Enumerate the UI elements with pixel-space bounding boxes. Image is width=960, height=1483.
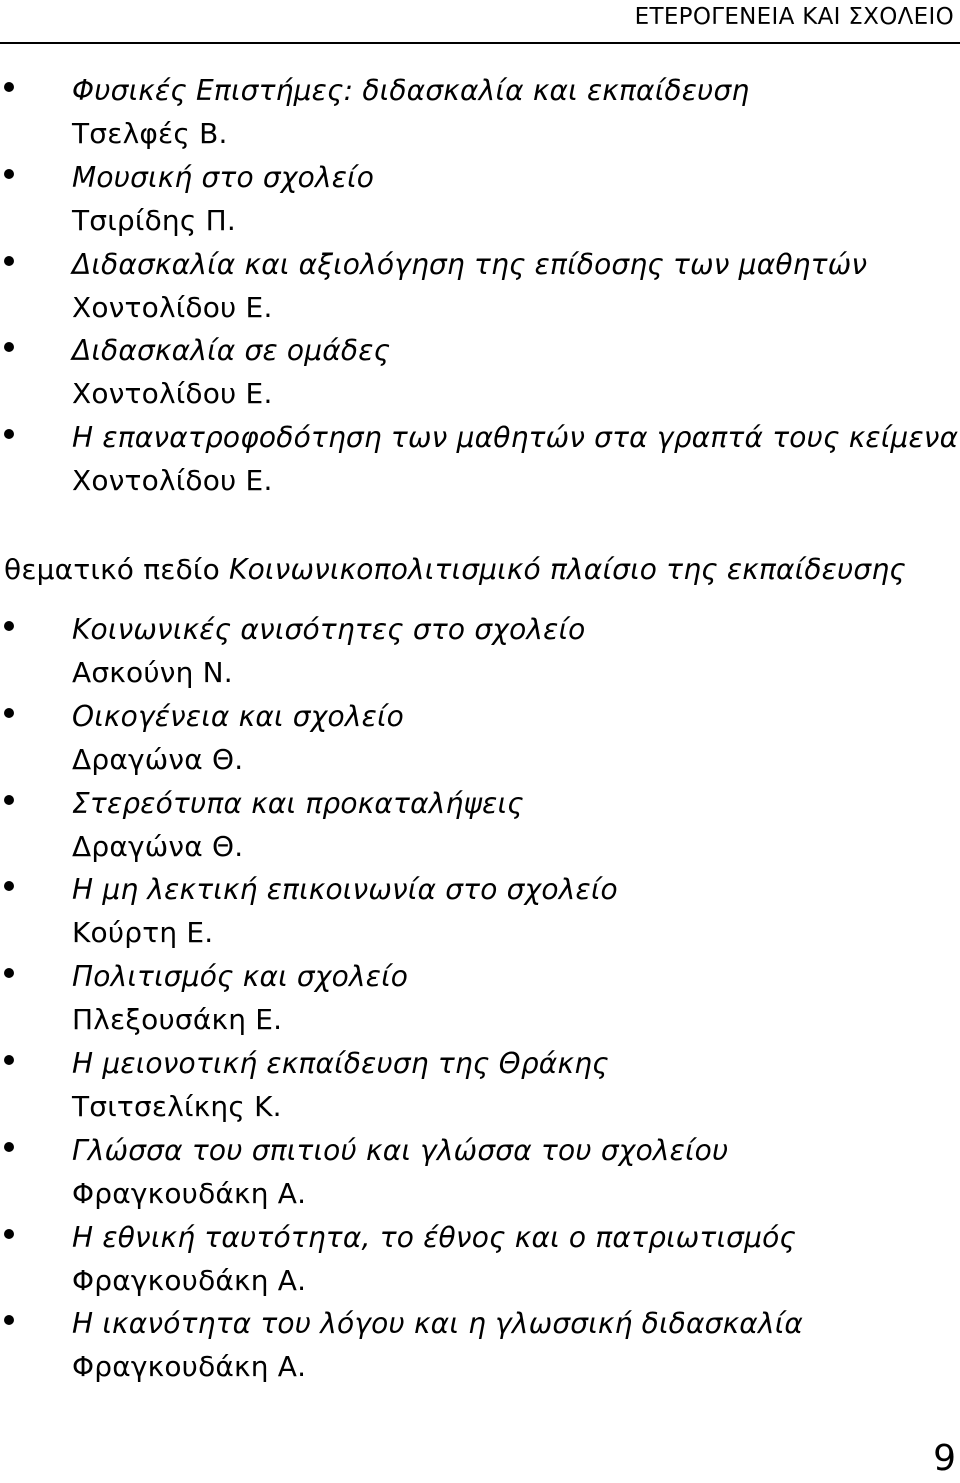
bullet-icon [4, 82, 14, 92]
course-title: Η επανατροφοδότηση των μαθητών στα γραπτά τους κείμενα [72, 421, 959, 455]
bullet-icon [4, 1055, 14, 1065]
course-title: Κοινωνικές ανισότητες στο σχολείο [72, 613, 586, 646]
bullet-icon [4, 169, 14, 179]
course-title: Η μειονοτική εκπαίδευση της Θράκης [72, 1046, 609, 1080]
course-author: Ασκούνη Ν. [72, 656, 233, 689]
course-title: Η ικανότητα του λόγου και η γλωσσική διδασκαλία [72, 1307, 804, 1341]
bullet-icon [4, 342, 14, 352]
course-author: Πλεξουσάκη Ε. [72, 1003, 283, 1037]
course-author: Δραγώνα Θ. [72, 829, 244, 863]
course-title: Πολιτισμός και σχολείο [72, 960, 409, 994]
course-author: Φραγκουδάκη Α. [72, 1350, 307, 1384]
course-author: Τσιρίδης Π. [72, 203, 236, 237]
course-author: Τσελφές Β. [72, 117, 228, 150]
thematic-field-name: Κοινωνικοπολιτισμικό πλαίσιο της εκπαίδευσης [229, 553, 906, 586]
course-author: Χοντολίδου Ε. [72, 464, 273, 498]
course-author: Τσιτσελίκης Κ. [72, 1089, 282, 1123]
bullet-icon [4, 429, 14, 439]
course-author: Φραγκουδάκη Α. [72, 1176, 307, 1210]
course-title: Μουσική στο σχολείο [72, 160, 375, 194]
page-number: 9 [933, 1438, 956, 1479]
bullet-icon [4, 881, 14, 891]
course-author: Κούρτη Ε. [72, 916, 214, 950]
course-title: Η μη λεκτική επικοινωνία στο σχολείο [72, 873, 618, 907]
course-title: Διδασκαλία σε ομάδες [72, 334, 391, 368]
thematic-field-heading [4, 548, 906, 591]
bullet-icon [4, 256, 14, 266]
bullet-icon [4, 968, 14, 978]
course-author: Χοντολίδου Ε. [72, 377, 273, 411]
bullet-icon [4, 1229, 14, 1239]
bullet-icon [4, 621, 14, 631]
bullet-icon [4, 708, 14, 718]
course-title: Γλώσσα του σπιτιού και γλώσσα του σχολείου [72, 1133, 729, 1167]
running-header: ΕΤΕΡΟΓΕΝΕΙΑ ΚΑΙ ΣΧΟΛΕΙΟ [634, 4, 954, 30]
bullet-icon [4, 1315, 14, 1325]
course-author: Δραγώνα Θ. [72, 742, 244, 776]
thematic-field-prefix: θεματικό πεδίο [4, 553, 230, 586]
course-title: Διδασκαλία και αξιολόγηση της επίδοσης των μαθητών [72, 247, 868, 281]
course-title: Η εθνική ταυτότητα, το έθνος και ο πατριωτισμός [72, 1220, 797, 1254]
course-title: Φυσικές Επιστήμες: διδασκαλία και εκπαίδευση [72, 74, 750, 107]
course-author: Φραγκουδάκη Α. [72, 1263, 307, 1297]
course-author: Χοντολίδου Ε. [72, 290, 273, 324]
course-title: Στερεότυπα και προκαταλήψεις [72, 786, 524, 820]
header-rule [0, 42, 960, 44]
course-title: Οικογένεια και σχολείο [72, 699, 404, 733]
bullet-icon [4, 795, 14, 805]
bullet-icon [4, 1142, 14, 1152]
